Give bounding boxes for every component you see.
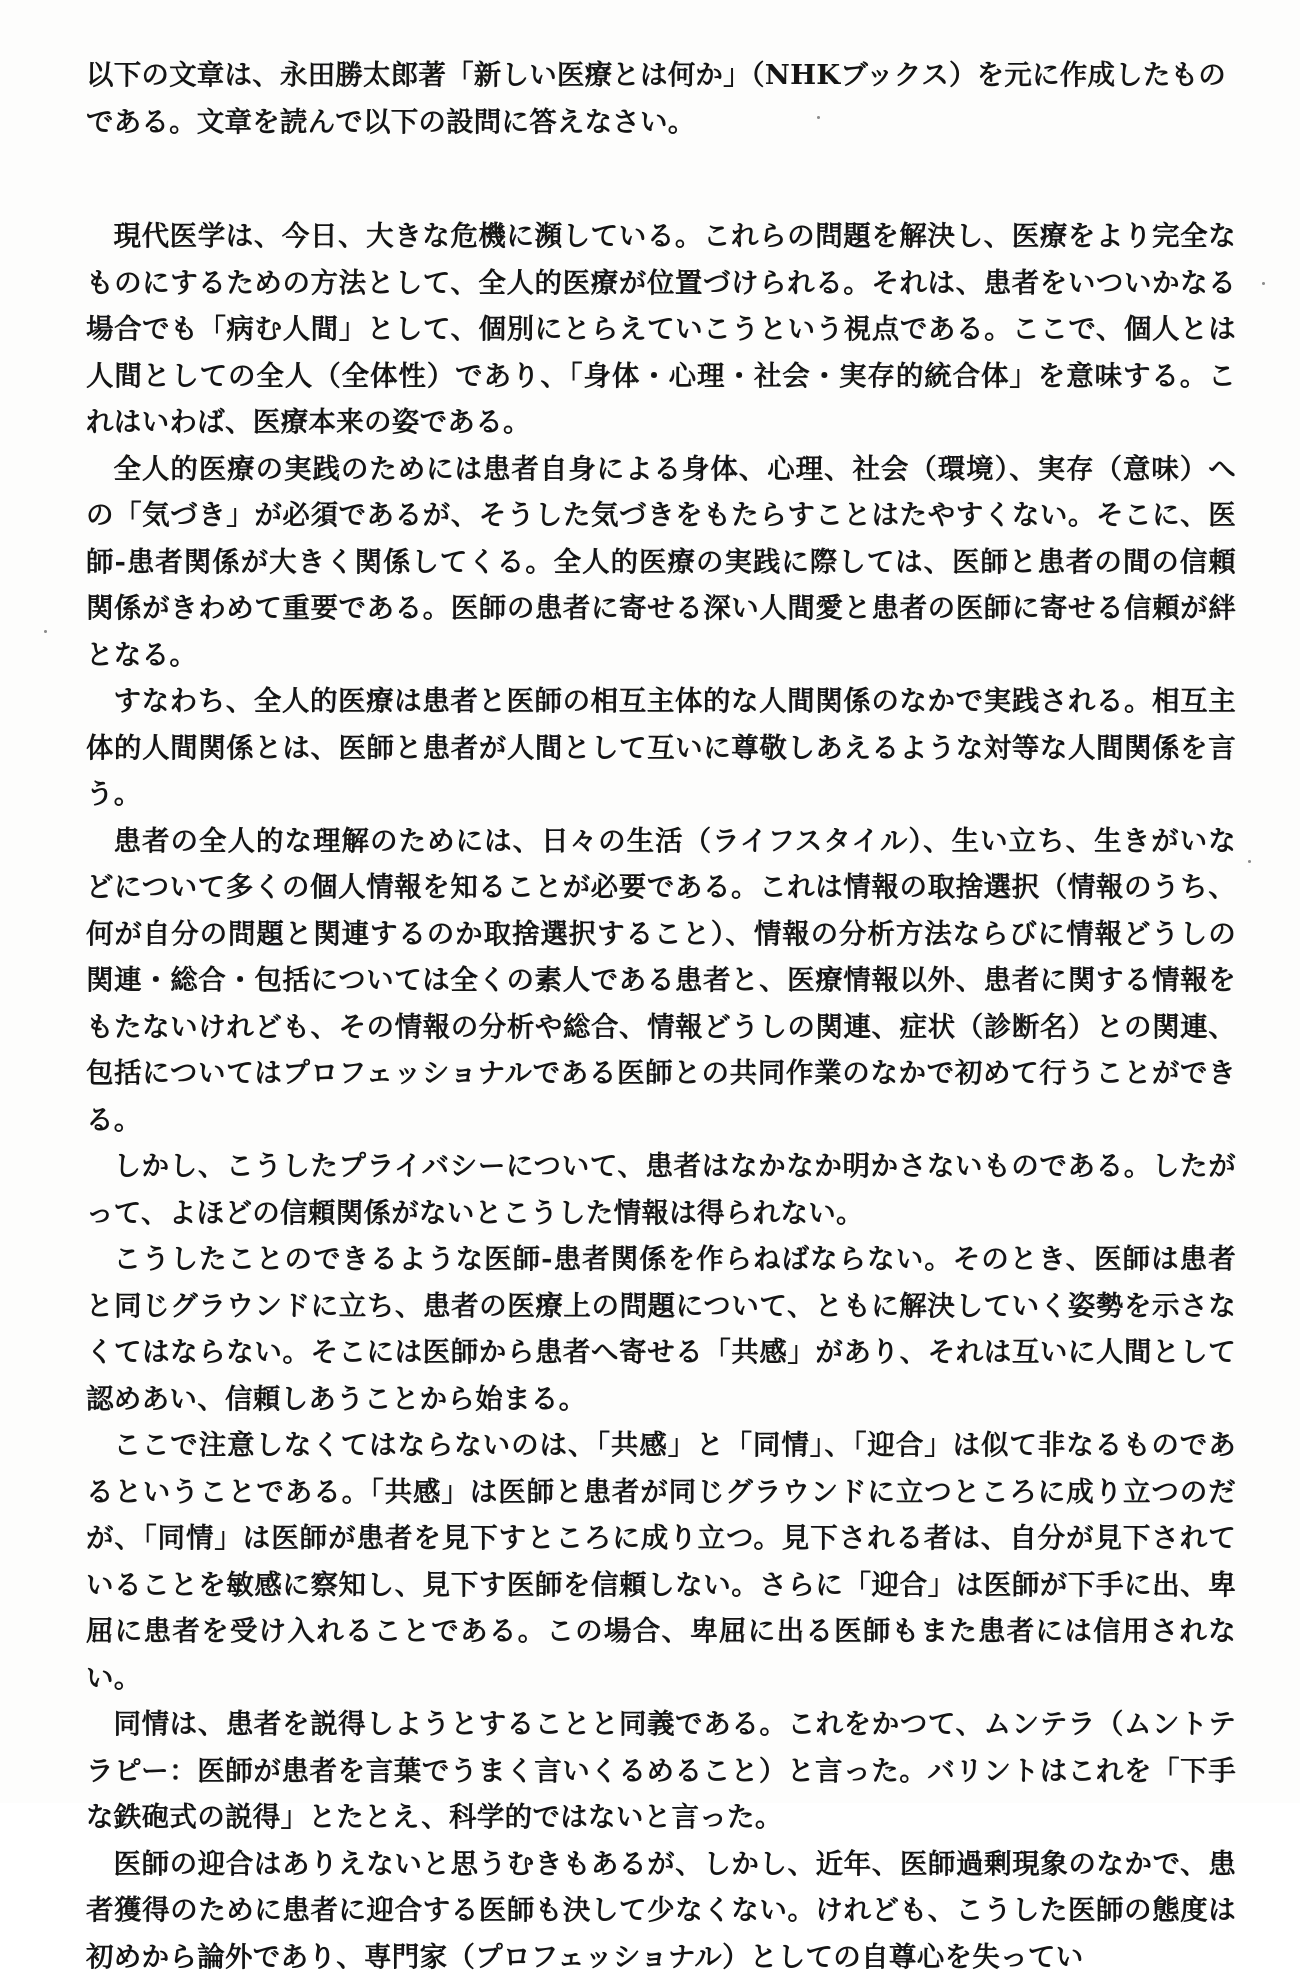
scan-speck [1248,860,1251,863]
instructions-text: 以下の文章は、永田勝太郎著「新しい医療とは何か」（NHKブックス）を元に作成したものである。文章を読んで以下の設問に答えなさい。 [86,52,1236,146]
instructions [86,52,1236,146]
scan-speck [1262,282,1265,285]
passage-paragraph-3: すなわち、全人的医療は患者と医師の相互主体的な人間関係のなかで実践される。相互主体的人間関係とは、医師と患者が人間として互いに尊敬しあえるような対等な人間関係を言う。 [86,678,1236,818]
scan-speck [817,116,820,119]
passage [86,213,1236,1980]
passage-paragraph-6: こうしたことのできるような医師-患者関係を作らねばならない。そのとき、医師は患者と同じグラウンドに立ち、患者の医療上の問題について、ともに解決していく姿勢を示さなくてはならない。そこには医師から患者へ寄せる「共感」があり、それは互いに人間として認めあい、信頼しあうことから始まる。 [86,1236,1236,1422]
passage-paragraph-5: しかし、こうしたプライバシーについて、患者はなかなか明かさないものである。したがって、よほどの信頼関係がないとこうした情報は得られない。 [86,1143,1236,1236]
passage-paragraph-7: ここで注意しなくてはならないのは、「共感」と「同情」、「迎合」は似て非なるものであるということである。「共感」は医師と患者が同じグラウンドに立つところに成り立つのだが、「同情」は医師が患者を見下すところに成り立つ。見下される者は、自分が見下されていることを敏感に察知し、見下す医師を信頼しない。さらに「迎合」は医師が下手に出、卑屈に患者を受け入れることである。この場合、卑屈に出る医師もまた患者には信用されない。 [86,1422,1236,1701]
scan-speck [44,630,47,633]
passage-paragraph-2: 全人的医療の実践のためには患者自身による身体、心理、社会（環境）、実存（意味）への「気づき」が必須であるが、そうした気づきをもたらすことはたやすくない。そこに、医師-患者関係が大きく関係してくる。全人的医療の実践に際しては、医師と患者の間の信頼関係がきわめて重要である。医師の患者に寄せる深い人間愛と患者の医師に寄せる信頼が絆となる。 [86,446,1236,679]
passage-paragraph-1: 現代医学は、今日、大きな危機に瀕している。これらの問題を解決し、医療をより完全なものにするための方法として、全人的医療が位置づけられる。それは、患者をいついかなる場合でも「病む人間」として、個別にとらえていこうという視点である。ここで、個人とは人間としての全人（全体性）であり、「身体・心理・社会・実存的統合体」を意味する。これはいわば、医療本来の姿である。 [86,213,1236,446]
passage-paragraph-8: 同情は、患者を説得しようとすることと同義である。これをかつて、ムンテラ（ムントテラピー：医師が患者を言葉でうまく言いくるめること）と言った。バリントはこれを「下手な鉄砲式の説得」とたとえ、科学的ではないと言った。 [86,1701,1236,1841]
passage-paragraph-9: 医師の迎合はありえないと思うむきもあるが、しかし、近年、医師過剰現象のなかで、患者獲得のために患者に迎合する医師も決して少なくない。けれども、こうした医師の態度は初めから論外であり、専門家（プロフェッショナル）としての自尊心を失ってい [86,1841,1236,1980]
passage-paragraph-4: 患者の全人的な理解のためには、日々の生活（ライフスタイル）、生い立ち、生きがいなどについて多くの個人情報を知ることが必要である。これは情報の取捨選択（情報のうち、何が自分の問題と関連するのか取捨選択すること）、情報の分析方法ならびに情報どうしの関連・総合・包括については全くの素人である患者と、医療情報以外、患者に関する情報をもたないけれども、その情報の分析や総合、情報どうしの関連、症状（診断名）との関連、包括についてはプロフェッショナルである医師との共同作業のなかで初めて行うことができる。 [86,818,1236,1144]
